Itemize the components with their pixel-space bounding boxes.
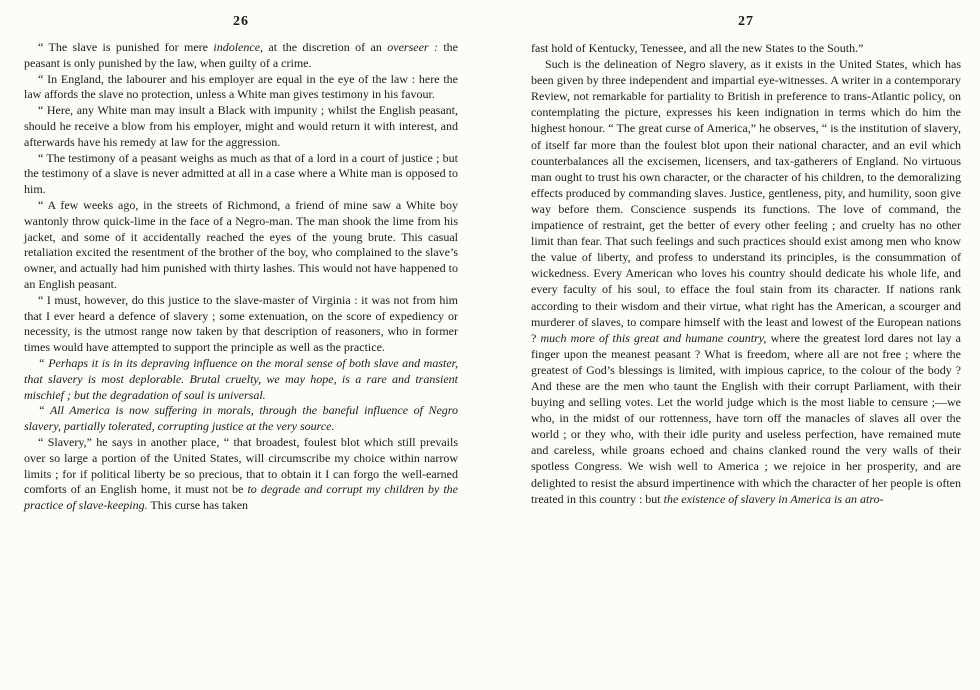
page-number: 27 xyxy=(738,14,754,29)
italic-text: indolence, xyxy=(213,40,264,54)
text-run: at the discretion of an xyxy=(263,40,388,54)
italic-text: much more of this great and humane country, xyxy=(540,330,767,345)
text-run: “ A few weeks ago, in the streets of Richmond, a friend of mine saw a White boy wantonly throw quick-lime in the face of a Negro-man. The man shook the lime from his jacket, and some of it accidentally reached the eyes of the young brute. This casual retaliation excited the resentment of the brother of the boy, who complained to the slave’s owner, and actually had him punished with thirty lashes. This would not have happened to an English peasant. xyxy=(24,197,458,291)
page-body xyxy=(531,40,961,507)
text-run: “ The slave is punished for mere xyxy=(38,40,214,54)
italic-text: overseer : xyxy=(387,40,438,54)
page-number: 26 xyxy=(233,14,249,29)
italic-text: the existence of slavery in America is an atro- xyxy=(663,491,884,506)
text-run: Such is the delineation of Negro slavery, as it exists in the United States, which has been given by three independent and impartial eye-witnesses. A writer in a contemporary Review, not remarkable for partiality to British in preference to trans-Atlantic policy, on contemplating the picture, expresses his keen indignation in terms which do him the highest honour. “ The great curse of America,” he observes, “ is the institution of slavery, of itself far more than the foulest blot upon their national character, and an evil which counterbalances all the excisemen, licensers, and tax-gatherers of England. No virtuous man ought to trust his own character, or the character of his children, to the demoralizing effects produced by commanding slaves. Justice, gentleness, pity, and humility, soon give way before them. Conscience suspends its functions. The love of command, the impatience of restraint, get the better of every other feeling ; and cruelty has no other limit than fear. That such feelings and such practices should exist among men who know the value of liberty, and profess to understand its principles, is the consummation of wickedness. Every American who loves his country should dedicate his whole life, and every faculty of his soul, to efface the foul stain from its character. If nations rank according to their wisdom and their virtue, what right has the American, a scourger and murderer of slaves, to compare himself with the least and lowest of the European nations ? xyxy=(531,57,961,345)
text-run: where the greatest lord dares not lay a finger upon the meanest peasant ? What is freedom, where all are not free ; where the greatest of God’s blessings is limited, with impious caprice, to the colour of the body ? And these are the men who taunt the English with their corrupt Parliament, with their buying and selling votes. Let the world judge which is the most liable to censure ;—we who, in the midst of our rottenness, have torn off the manacles of slaves all over the world ; or they who, with their idle purity and useless perfection, have remained mute and careless, while groans echoed and chains clanked round the very walls of their spotless Congress. We wish well to America ; we rejoice in her prosperity, and are delighted to resist the absurd impertinence with which the character of her people is often treated in this country : but xyxy=(531,330,961,506)
left-page xyxy=(24,0,458,690)
page-body xyxy=(24,40,458,514)
paragraph xyxy=(24,198,458,293)
text-run: “ Here, any White man may insult a Black with impunity ; whilst the English peasant, should he receive a blow from his employer, might and would return it with interest, and afterwards have his remedy at law for the aggression. xyxy=(24,103,458,149)
paragraph xyxy=(24,356,458,403)
paragraph xyxy=(531,56,961,507)
paragraph xyxy=(24,103,458,150)
text-run: the peasant is only punished by the law, when guilty of a crime. xyxy=(24,40,459,70)
paragraph xyxy=(24,40,458,72)
italic-text: to degrade and corrupt my children by the practice of slave-keeping. xyxy=(24,482,458,513)
text-run: fast hold of Kentucky, Tenessee, and all the new States to the South.” xyxy=(531,41,864,55)
paragraph xyxy=(24,151,458,198)
text-run: “ The testimony of a peasant weighs as much as that of a lord in a court of justice ; but the testimony of a slave is never admitted at all in a case where a White man is opposed to him. xyxy=(24,150,458,197)
paragraph xyxy=(531,40,961,56)
text-run: This curse has taken xyxy=(147,498,249,513)
text-run: “ In England, the labourer and his employer are equal in the eye of the law : here the law affords the slave no protection, unless a White man gives testimony in his favour. xyxy=(24,71,458,102)
paragraph xyxy=(24,435,458,514)
text-run: “ Slavery,” he says in another place, “ that broadest, foulest blot which still prevails over so large a portion of the United States, will circumscribe my choice within narrow limits ; for if political liberty be so precious, that to obtain it I can forgo the well-earned comforts of an English home, it must not be xyxy=(24,434,458,497)
paragraph xyxy=(24,72,458,104)
right-page xyxy=(531,0,961,690)
paragraph xyxy=(24,293,458,356)
text-run: “ I must, however, do this justice to the slave-master of Virginia : it was not from him that I ever heard a defence of slavery ; some extenuation, on the score of expediency or necessity, is the utmost range now taken by that description of reasoners, who in former times would have attempted to support the principle as well as the practice. xyxy=(24,292,458,355)
italic-text: “ Perhaps it is in its depraving influence on the moral sense of both slave and master, that slavery is most deplorable. Brutal cruelty, we may hope, is a rare and transient mischief ; but the degradation of soul is universal. xyxy=(24,355,458,402)
paragraph xyxy=(24,403,458,435)
italic-text: “ All America is now suffering in morals, through the baneful influence of Negro slavery, partially tolerated, corrupting justice at the very source. xyxy=(24,403,458,434)
